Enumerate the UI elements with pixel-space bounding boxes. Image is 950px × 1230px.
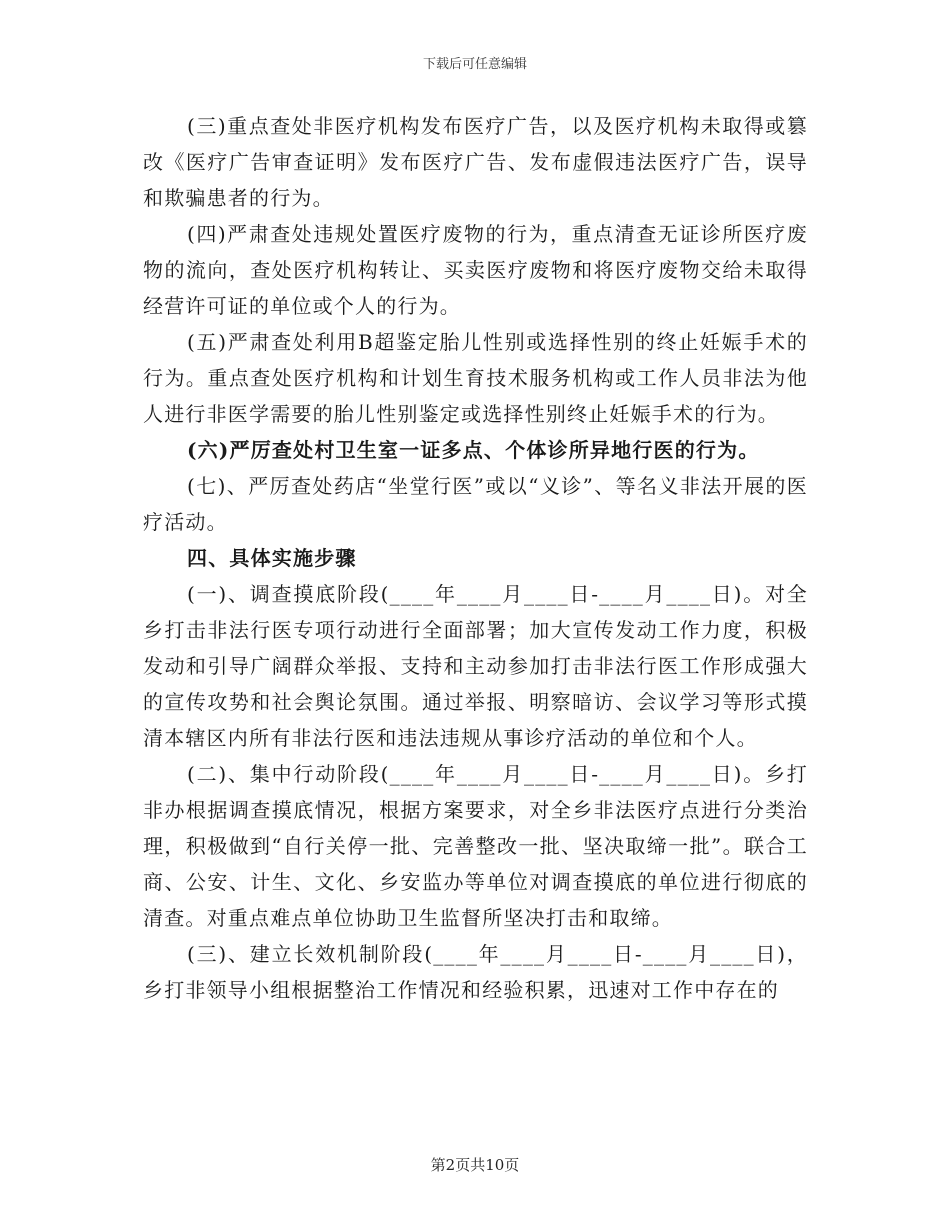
paragraph-7: (七)、严厉查处药店“坐堂行医”或以“义诊”、等名义非法开展的医疗活动。 [143, 474, 808, 534]
paragraph-3: (三)重点查处非医疗机构发布医疗广告，以及医疗机构未取得或篡改《医疗广告审查证明》发布医疗广告、发布虚假违法医疗广告，误导和欺骗患者的行为。 [143, 114, 808, 210]
section-heading: 四、具体实施步骤 [187, 546, 357, 570]
step-2-paragraph: (二)、集中行动阶段(____年____月____日-____月____日)。乡打非办根据调查摸底情况，根据方案要求，对全乡非法医疗点进行分类治理，积极做到“自行关停一批、完善整改一批、坚决取缔一批”。联合工商、公安、计生、文化、乡安监办等单位对调查摸底的单位进行彻底的清查。对重点难点单位协助卫生监督所坚决打击和取缔。 [143, 762, 808, 930]
step-3-paragraph: (三)、建立长效机制阶段(____年____月____日-____月____日)，乡打非领导小组根据整治工作情况和经验积累，迅速对工作中存在的 [143, 942, 808, 1002]
document-body [143, 108, 808, 1008]
step-1-paragraph: (一)、调查摸底阶段(____年____月____日-____月____日)。对全乡打击非法行医专项行动进行全面部署；加大宣传发动工作力度，积极发动和引导广阔群众举报、支持和主动参加打击非法行医工作形成强大的宣传攻势和社会舆论氛围。通过举报、明察暗访、会议学习等形式摸清本辖区内所有非法行医和违法违规从事诊疗活动的单位和个人。 [143, 582, 808, 750]
paragraph-4: (四)严肃查处违规处置医疗废物的行为，重点清查无证诊所医疗废物的流向，查处医疗机构转让、买卖医疗废物和将医疗废物交给未取得经营许可证的单位或个人的行为。 [143, 222, 808, 318]
page-header-note: 下载后可任意编辑 [422, 57, 527, 72]
paragraph-6: (六)严厉查处村卫生室一证多点、个体诊所异地行医的行为。 [187, 438, 760, 462]
paragraph-5: (五)严肃查处利用B超鉴定胎儿性别或选择性别的终止妊娠手术的行为。重点查处医疗机构和计划生育技术服务机构或工作人员非法为他人进行非医学需要的胎儿性别鉴定或选择性别终止妊娠手术的行为。 [143, 330, 808, 426]
page-number: 第2页共10页 [430, 1156, 520, 1174]
